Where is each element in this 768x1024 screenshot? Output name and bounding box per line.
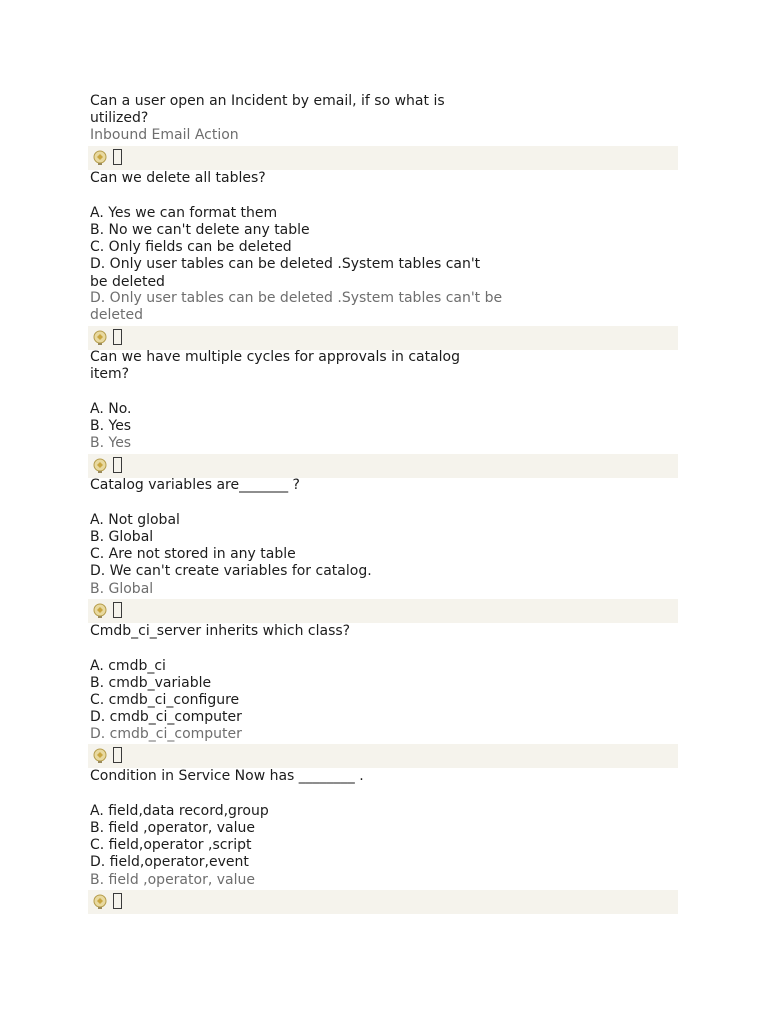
answer-bar-1 <box>88 146 678 170</box>
answer-4: B. Global <box>90 581 154 597</box>
answer-bar-4 <box>88 599 678 623</box>
lightbulb-icon <box>92 150 108 166</box>
answer-bar-2 <box>88 326 678 350</box>
answer-6: B. field ,operator, value <box>90 872 255 888</box>
checkbox-icon <box>113 457 122 473</box>
answer-1: Inbound Email Action <box>90 127 239 143</box>
answer-5: D. cmdb_ci_computer <box>90 726 242 742</box>
lightbulb-icon <box>92 748 108 764</box>
question-6: Condition in Service Now has ________ . A. field,data record,group B. field ,operator, value C. field,operator ,script D. field,operator,event <box>90 768 364 871</box>
lightbulb-icon <box>92 330 108 346</box>
checkbox-icon <box>113 149 122 165</box>
answer-bar-6 <box>88 890 678 914</box>
checkbox-icon <box>113 329 122 345</box>
question-4: Catalog variables are_______ ? A. Not global B. Global C. Are not stored in any table D. We can't create variables for catalog. <box>90 477 372 580</box>
answer-bar-3 <box>88 454 678 478</box>
checkbox-icon <box>113 602 122 618</box>
question-5: Cmdb_ci_server inherits which class? A. cmdb_ci B. cmdb_variable C. cmdb_ci_configure D. cmdb_ci_computer <box>90 623 351 726</box>
answer-3: B. Yes <box>90 435 132 451</box>
checkbox-icon <box>113 747 122 763</box>
question-1: Can a user open an Incident by email, if so what is utilized? <box>90 93 445 127</box>
answer-bar-5 <box>88 744 678 768</box>
lightbulb-icon <box>92 458 108 474</box>
question-3: Can we have multiple cycles for approvals in catalog item? A. No. B. Yes <box>90 349 461 435</box>
checkbox-icon <box>113 893 122 909</box>
lightbulb-icon <box>92 603 108 619</box>
question-2: Can we delete all tables? A. Yes we can format them B. No we can't delete any table C. Only fields can be deleted D. Only user tables can be deleted .System tables can't be deleted <box>90 170 481 290</box>
lightbulb-icon <box>92 894 108 910</box>
answer-2: D. Only user tables can be deleted .System tables can't be deleted <box>90 290 503 324</box>
